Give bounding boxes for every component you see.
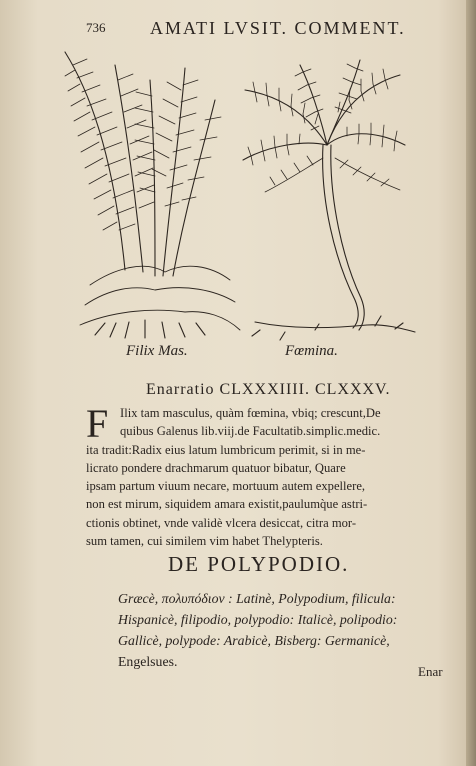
catchword: Enar: [418, 664, 443, 679]
page-header: [0, 12, 476, 42]
text-line: non est mirum, siquidem amara existit,paulumq̀ue astri-: [86, 497, 368, 512]
text-line: sum tamen, cui similem vim habet Thelypteris.: [86, 534, 323, 549]
narratio-heading: Enarratio CLXXXIIII. CLXXXV.: [146, 381, 391, 398]
text-line: Gallicè, polypode: Arabicè, Bisberg: Germanicè,: [118, 633, 390, 648]
page-edge: [466, 0, 476, 766]
text-line: ipsam partum viuum necare, mortuum autem expellere,: [86, 479, 366, 494]
text-line: quibus Galenus lib.viij.de Facultatib.simplic.medic.: [120, 424, 381, 439]
running-title: AMATI LVSIT. COMMENT.: [150, 18, 406, 38]
text-line: Engelsues.: [118, 654, 178, 669]
text-line: Ilix tam masculus, quàm fœmina, vbiq; crescunt,De: [120, 406, 381, 420]
page-number: 736: [86, 20, 106, 35]
text-line: Hispanicè, filipodio, polypodio: Italicè, polipodio:: [118, 612, 398, 627]
fern-illustrations: [55, 40, 435, 350]
section-title: DE POLYPODIO.: [168, 552, 350, 576]
caption-foemina: Fœmina.: [285, 343, 338, 359]
text-line: licrato pondere drachmarum quatuor bibatur, Quare: [86, 460, 346, 475]
filix-mas-illustration: [65, 52, 240, 338]
drop-cap: F: [86, 401, 109, 446]
synonyms-text: [118, 588, 458, 672]
commentary-text: [86, 401, 460, 550]
caption-filix-mas: Filix Mas.: [126, 343, 188, 359]
text-line: ita tradit:Radix eius latum lumbricum perimit, si in me-: [86, 442, 366, 457]
filix-foemina-illustration: [243, 60, 415, 340]
text-line: ctionis obtinet, vnde validè vlcera desiccat, citra mor-: [86, 515, 357, 530]
text-line: Græcè, πολυπόδιον : Latinè, Polypodium, filicula:: [118, 591, 396, 606]
